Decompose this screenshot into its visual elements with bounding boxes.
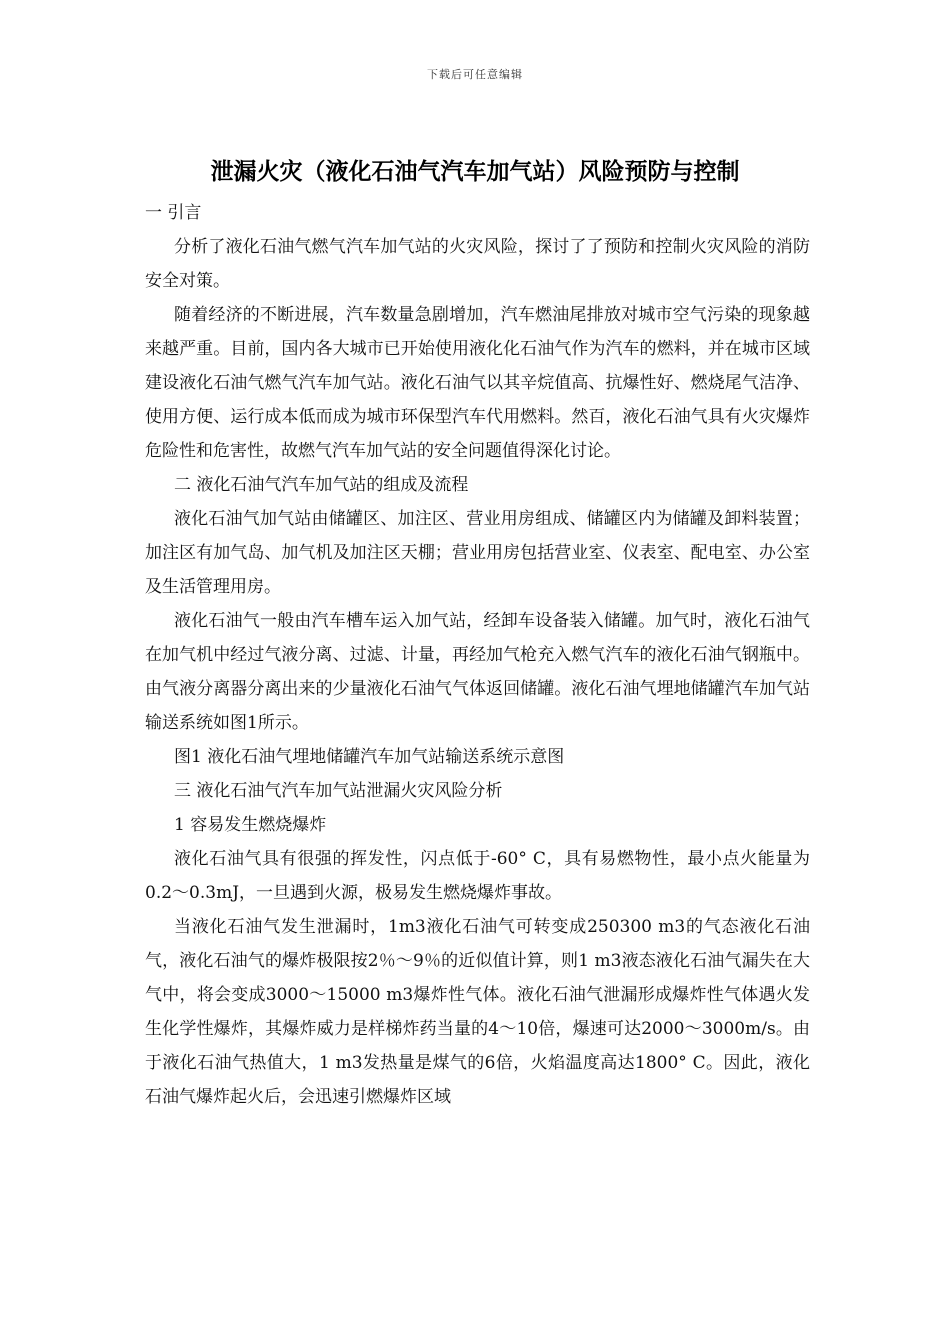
paragraph-abstract: 分析了液化石油气燃气汽车加气站的火灾风险，探讨了了预防和控制火灾风险的消防安全对策。 (145, 237, 810, 291)
document-body (145, 196, 810, 1114)
section-heading-intro: 一 引言 (145, 203, 202, 223)
page-header-note: 下载后可任意编辑 (427, 68, 523, 81)
section-heading-composition: 二 液化石油气汽车加气站的组成及流程 (174, 475, 469, 495)
figure-caption: 图1 液化石油气埋地储罐汽车加气站输送系统示意图 (174, 747, 565, 767)
paragraph-station-process: 液化石油气一般由汽车槽车运入加气站，经卸车设备装入储罐。加气时，液化石油气在加气机中经过气液分离、过滤、计量，再经加气枪充入燃气汽车的液化石油气钢瓶中。由气液分离器分离出来的少量液化石油气气体返回储罐。液化石油气埋地储罐汽车加气站输送系统如图1所示。 (145, 611, 810, 733)
paragraph-background: 随着经济的不断进展，汽车数量急剧增加，汽车燃油尾排放对城市空气污染的现象越来越严重。目前，国内各大城市已开始使用液化化石油气作为汽车的燃料，并在城市区域建设液化石油气燃气汽车加气站。液化石油气以其辛烷值高、抗爆性好、燃烧尾气洁净、使用方便、运行成本低而成为城市环保型汽车代用燃料。然百，液化石油气具有火灾爆炸危险性和危害性，故燃气汽车加气站的安全问题值得深化讨论。 (145, 305, 810, 461)
section-heading-risk-analysis: 三 液化石油气汽车加气站泄漏火灾风险分析 (174, 781, 503, 801)
document-title: 泄漏火灾（液化石油气汽车加气站）风险预防与控制 (210, 159, 740, 185)
paragraph-station-components: 液化石油气加气站由储罐区、加注区、营业用房组成、储罐区内为储罐及卸料装置；加注区有加气岛、加气机及加注区天棚；营业用房包括营业室、仪表室、配电室、办公室及生活管理用房。 (145, 509, 810, 597)
paragraph-flammability: 液化石油气具有很强的挥发性，闪点低于-60° C，具有易燃物性，最小点火能量为0.2～0.3mJ，一旦遇到火源，极易发生燃烧爆炸事故。 (145, 849, 810, 903)
subsection-heading-combustion: 1 容易发生燃烧爆炸 (174, 815, 327, 835)
paragraph-leak-explosion: 当液化石油气发生泄漏时，1m3液化石油气可转变成250300 m3的气态液化石油气，液化石油气的爆炸极限按2％～9％的近似值计算，则1 m3液态液化石油气漏失在大气中，将会变成3000～15000 m3爆炸性气体。液化石油气泄漏形成爆炸性气体遇火发生化学性爆炸，其爆炸威力是样梯炸药当量的4～10倍，爆速可达2000～3000m/s。由于液化石油气热值大，1 m3发热量是煤气的6倍，火焰温度高达1800° C。因此，液化石油气爆炸起火后，会迅速引燃爆炸区域 (145, 917, 810, 1107)
